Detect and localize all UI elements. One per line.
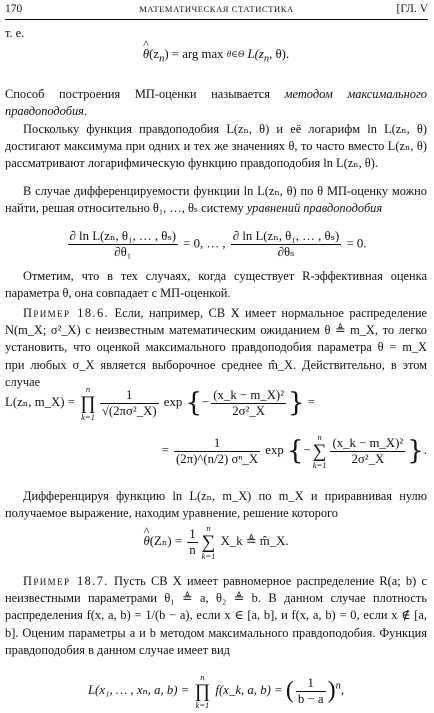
- running-title: МАТЕМАТИЧЕСКАЯ СТАТИСТИКА: [139, 4, 294, 14]
- paragraph-log-likelihood: Поскольку функция правдоподобия L(zₙ, θ) и её логарифм ln L(zₙ, θ) достигают максимума при одних и тех же значениях θ, то часто вместо L(zₙ, θ) рассматривают логарифмическую функцию правдоподобия ln L(zₙ, θ).: [5, 122, 427, 171]
- term-likelihood-equations: уравнений правдоподобия: [246, 201, 383, 216]
- paragraph-differentiate: Дифференцируя функцию ln L(zₙ, m_X) по m_X и приравнивая нулю получаемое выражение, находим уравнение, решение которого: [5, 489, 427, 521]
- equation-normal-likelihood-1: L(zₙ, m_X) = n ∏ k=1 $\frac{1}{\text{√(2πσ²\_X)}}$ exp {− $\frac{\text{(x\_k − m\_X)²}}{\text{2σ²\_X}}$ } =: [5, 384, 315, 422]
- chapter-label: [ГЛ. V: [396, 3, 428, 15]
- example-label: Пример 18.7.: [23, 574, 109, 588]
- equation-normal-likelihood-2: = $\frac{1}{\text{(2π)\textasciicircum{}(n/2) σⁿ\_X}}$ exp {− n ∑ k=1 $\frac{\text{(x\_k − m\_X)²}}{\text{2σ²\_X}}$ }.: [161, 432, 427, 470]
- equation-argmax: ^ $\theta(z_n)$ = arg max θ∈Θ $L(z_n$, θ).: [5, 47, 427, 65]
- running-header: [5, 3, 428, 19]
- equation-sample-mean: ^ θ(Zₙ) = $\frac{1}{n}$ n ∑ k=1 X_k ≜ m̂_X.: [5, 524, 427, 560]
- example-18-6: Пример 18.6. Если, например, СВ X имеет нормальное распределение N(m_X; σ²_X) с неизвестным математическим ожиданием θ ≜ m_X, то легко установить, что оценкой максимального правдоподобия параметра θ = m_X при любых σ_X является выборочное среднее m̂_X. Действительно, в этом случае: [5, 306, 428, 389]
- text-te: т. е.: [5, 26, 25, 40]
- header-rule: [5, 19, 428, 20]
- example-label: Пример 18.6.: [23, 306, 110, 320]
- paragraph-r-efficient: Отметим, что в тех случаях, когда существует R-эффективная оценка параметра θ, она совпадает с МП-оценкой.: [5, 269, 427, 301]
- term-mle-method: методом максимального правдоподобия: [5, 87, 427, 119]
- example-18-7: Пример 18.7. Пусть СВ X имеет равномерное распределение R(a; b) с неизвестными параметрами θ₁ ≜ a, θ₂ ≜ b. В данном случае плотность распределения f(x, a, b) = 1/(b − a), если x ∈ [a, b], и f(x, a, b) = 0, если x ∉ [a, b]. Оценим параметры a и b методом максимального правдоподобия. Функция правдоподобия в данном случае имеет вид: [5, 574, 428, 657]
- equation-uniform-likelihood: L(x₁, … , xₙ, a, b) = n ∏ k=1 f(x_k, a, b) = ( $\frac{1}{b - a}$ )$^n$,: [87, 672, 345, 710]
- page-number: 170: [5, 3, 23, 15]
- paragraph-differentiable: В случае дифференцируемости функции ln L(zₙ, θ) по θ МП-оценку можно найти, решая относительно θ₁, …, θₛ систему уравнений правдоподобия: [5, 184, 427, 216]
- paragraph-method: Способ построения МП-оценки называется методом максимального правдоподобия.: [5, 87, 427, 119]
- equation-likelihood-system: $\frac{\text{∂ ln L(zₙ, θ₁, … , θₛ)}}{\text{∂θ₁}}$ = 0, … , $\frac{\text{∂ ln L(zₙ, θ₁, … , θₛ)}}{\text{∂θₛ}}$ = 0.: [69, 229, 367, 259]
